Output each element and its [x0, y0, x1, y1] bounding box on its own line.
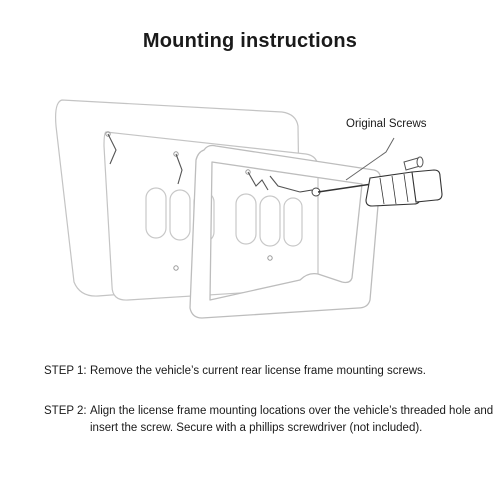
original-screw [404, 157, 423, 170]
step-1-text: Remove the vehicle’s current rear license frame mounting screws. [90, 365, 426, 377]
original-screws-label: Original Screws [346, 118, 427, 130]
mounting-illustration [0, 80, 500, 320]
step-2-number: STEP 2: [44, 405, 87, 417]
step-2-text: Align the license frame mounting locations over the vehicle’s threaded hole and insert the screw. Secure with a phillips screwdriver (not included). [90, 405, 494, 434]
step-1-number: STEP 1: [44, 365, 87, 377]
page-title: Mounting instructions [142, 30, 358, 52]
